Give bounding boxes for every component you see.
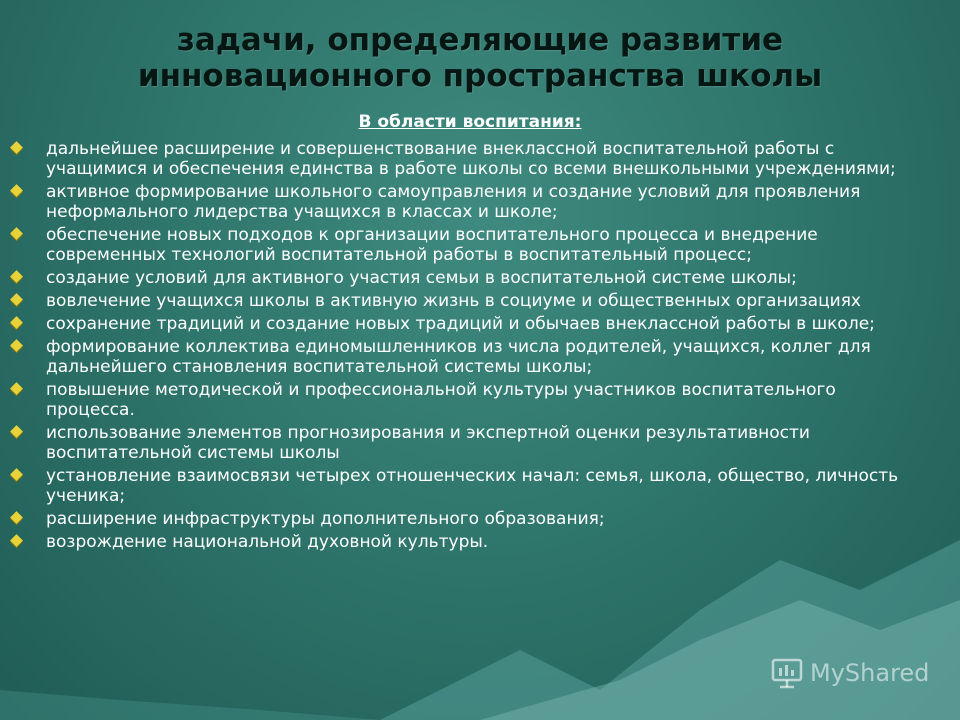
diamond-bullet-icon xyxy=(10,316,23,329)
list-item xyxy=(10,182,910,222)
section-subtitle: В области воспитания: xyxy=(358,112,582,132)
list-item-text: активное формирование школьного самоуправления и создание условий для проявления неформального лидерства учащихся в классах и школе; xyxy=(46,182,861,222)
list-item-text: установление взаимосвязи четырех отношенческих начал: семья, школа, общество, личность ученика; xyxy=(46,466,899,506)
list-item-text: вовлечение учащихся школы в активную жизнь в социуме и общественных организациях xyxy=(46,291,861,311)
list-item-text: обеспечение новых подходов к организации воспитательного процесса и внедрение современных технологий воспитательной работы в воспитательный процесс; xyxy=(46,225,818,265)
diamond-bullet-icon xyxy=(10,511,23,524)
diamond-bullet-icon xyxy=(10,270,23,283)
list-item xyxy=(10,291,910,311)
diamond-bullet-icon xyxy=(10,227,23,240)
list-item xyxy=(10,532,910,552)
list-item xyxy=(10,423,910,463)
list-item-text: формирование коллектива единомышленников из числа родителей, учащихся, коллег для дальнейшего становления воспитательной системы школы; xyxy=(46,337,871,377)
diamond-bullet-icon xyxy=(10,293,23,306)
list-item xyxy=(10,314,910,334)
list-item-text: создание условий для активного участия семьи в воспитательной системе школы; xyxy=(46,268,797,288)
list-item xyxy=(10,337,910,377)
diamond-bullet-icon xyxy=(10,382,23,395)
diamond-bullet-icon xyxy=(10,534,23,547)
diamond-bullet-icon xyxy=(10,141,23,154)
list-item xyxy=(10,466,910,506)
presentation-board-icon xyxy=(770,656,804,690)
diamond-bullet-icon xyxy=(10,184,23,197)
list-item-text: дальнейшее расширение и совершенствование внеклассной воспитательной работы с учащимися и обеспечения единства в работе школы со всеми внешкольными учреждениями; xyxy=(46,139,896,179)
list-item xyxy=(10,268,910,288)
list-item-text: расширение инфраструктуры дополнительного образования; xyxy=(46,509,605,529)
list-item xyxy=(10,139,910,179)
list-item-text: использование элементов прогнозирования и экспертной оценки результативности воспитательной системы школы xyxy=(46,423,810,463)
list-item-text: повышение методической и профессиональной культуры участников воспитательного процесса. xyxy=(46,380,836,420)
list-item xyxy=(10,225,910,265)
myshared-watermark xyxy=(770,656,929,690)
diamond-bullet-icon xyxy=(10,339,23,352)
title-line-2: инновационного пространства школы xyxy=(137,58,823,94)
list-item-text: сохранение традиций и создание новых традиций и обычаев внеклассной работы в школе; xyxy=(46,314,875,334)
slide-title xyxy=(0,22,960,94)
task-list xyxy=(10,139,910,555)
watermark-text: MyShared xyxy=(810,659,930,687)
list-item xyxy=(10,509,910,529)
diamond-bullet-icon xyxy=(10,425,23,438)
list-item xyxy=(10,380,910,420)
diamond-bullet-icon xyxy=(10,468,23,481)
title-line-1: задачи, определяющие развитие xyxy=(176,22,784,58)
list-item-text: возрождение национальной духовной культуры. xyxy=(46,532,489,552)
